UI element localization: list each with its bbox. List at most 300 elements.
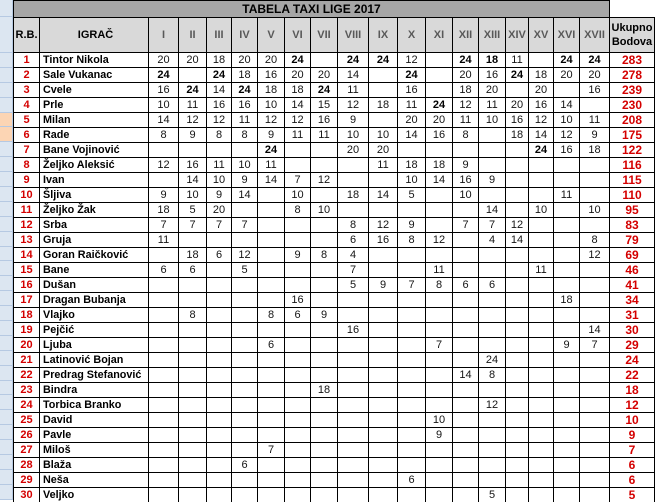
rank-cell[interactable]: 20 <box>14 338 40 353</box>
score-cell[interactable] <box>369 248 398 263</box>
score-cell[interactable]: 16 <box>311 113 338 128</box>
score-cell[interactable] <box>232 143 258 158</box>
score-cell[interactable]: 10 <box>258 98 285 113</box>
score-cell[interactable] <box>285 263 311 278</box>
player-name-cell[interactable]: Torbica Branko <box>40 398 149 413</box>
score-cell[interactable]: 12 <box>311 173 338 188</box>
score-cell[interactable] <box>398 353 426 368</box>
total-cell[interactable]: 41 <box>610 278 655 293</box>
score-cell[interactable] <box>311 293 338 308</box>
score-cell[interactable] <box>369 83 398 98</box>
total-cell[interactable]: 83 <box>610 218 655 233</box>
score-cell[interactable]: 9 <box>369 278 398 293</box>
score-cell[interactable] <box>554 248 580 263</box>
score-cell[interactable]: 7 <box>149 218 179 233</box>
score-cell[interactable] <box>232 233 258 248</box>
score-cell[interactable] <box>506 368 529 383</box>
col-header-round-VII[interactable]: VII <box>311 18 338 53</box>
player-name-cell[interactable]: Miloš <box>40 443 149 458</box>
score-cell[interactable]: 10 <box>398 173 426 188</box>
score-cell[interactable] <box>426 488 453 502</box>
score-cell[interactable] <box>179 383 207 398</box>
score-cell[interactable] <box>554 278 580 293</box>
score-cell[interactable] <box>529 458 554 473</box>
player-name-cell[interactable]: Ivan <box>40 173 149 188</box>
score-cell[interactable]: 12 <box>285 113 311 128</box>
score-cell[interactable] <box>179 278 207 293</box>
rank-cell[interactable]: 30 <box>14 488 40 502</box>
score-cell[interactable]: 20 <box>311 68 338 83</box>
score-cell[interactable] <box>149 173 179 188</box>
score-cell[interactable] <box>529 428 554 443</box>
score-cell[interactable]: 12 <box>179 113 207 128</box>
score-cell[interactable] <box>285 473 311 488</box>
score-cell[interactable] <box>285 398 311 413</box>
score-cell[interactable]: 8 <box>338 218 369 233</box>
score-cell[interactable]: 9 <box>179 128 207 143</box>
score-cell[interactable] <box>232 338 258 353</box>
score-cell[interactable] <box>453 263 479 278</box>
score-cell[interactable]: 7 <box>207 218 232 233</box>
score-cell[interactable]: 24 <box>258 143 285 158</box>
score-cell[interactable]: 16 <box>506 113 529 128</box>
score-cell[interactable]: 24 <box>369 53 398 68</box>
score-cell[interactable] <box>369 368 398 383</box>
score-cell[interactable]: 8 <box>179 308 207 323</box>
score-cell[interactable] <box>529 278 554 293</box>
rank-cell[interactable]: 24 <box>14 398 40 413</box>
score-cell[interactable] <box>554 323 580 338</box>
score-cell[interactable]: 10 <box>554 113 580 128</box>
score-cell[interactable] <box>285 428 311 443</box>
score-cell[interactable] <box>554 368 580 383</box>
score-cell[interactable] <box>479 413 506 428</box>
score-cell[interactable] <box>554 233 580 248</box>
player-name-cell[interactable]: Milan <box>40 113 149 128</box>
score-cell[interactable] <box>554 443 580 458</box>
score-cell[interactable]: 24 <box>338 53 369 68</box>
score-cell[interactable]: 24 <box>207 68 232 83</box>
score-cell[interactable] <box>506 398 529 413</box>
score-cell[interactable] <box>453 338 479 353</box>
score-cell[interactable] <box>369 473 398 488</box>
score-cell[interactable]: 9 <box>398 218 426 233</box>
score-cell[interactable]: 6 <box>179 263 207 278</box>
score-cell[interactable]: 8 <box>311 248 338 263</box>
score-cell[interactable]: 9 <box>207 188 232 203</box>
score-cell[interactable] <box>232 413 258 428</box>
score-cell[interactable] <box>311 218 338 233</box>
score-cell[interactable]: 10 <box>311 203 338 218</box>
score-cell[interactable] <box>529 293 554 308</box>
score-cell[interactable]: 24 <box>149 68 179 83</box>
total-cell[interactable]: 22 <box>610 368 655 383</box>
score-cell[interactable]: 18 <box>179 248 207 263</box>
score-cell[interactable] <box>426 68 453 83</box>
score-cell[interactable] <box>207 488 232 502</box>
score-cell[interactable] <box>580 98 610 113</box>
score-cell[interactable] <box>285 353 311 368</box>
score-cell[interactable] <box>479 458 506 473</box>
col-header-rank[interactable]: R.B. <box>14 18 40 53</box>
score-cell[interactable]: 8 <box>149 128 179 143</box>
score-cell[interactable]: 14 <box>369 188 398 203</box>
score-cell[interactable] <box>149 488 179 502</box>
total-cell[interactable]: 30 <box>610 323 655 338</box>
score-cell[interactable]: 9 <box>338 113 369 128</box>
player-name-cell[interactable]: Goran Raičković <box>40 248 149 263</box>
col-header-round-VIII[interactable]: VIII <box>338 18 369 53</box>
score-cell[interactable]: 20 <box>529 83 554 98</box>
score-cell[interactable] <box>529 398 554 413</box>
score-cell[interactable] <box>398 383 426 398</box>
score-cell[interactable]: 10 <box>207 173 232 188</box>
score-cell[interactable] <box>258 458 285 473</box>
col-header-player[interactable]: IGRAČ <box>40 18 149 53</box>
score-cell[interactable] <box>453 308 479 323</box>
score-cell[interactable]: 5 <box>232 263 258 278</box>
total-cell[interactable]: 208 <box>610 113 655 128</box>
score-cell[interactable]: 11 <box>580 113 610 128</box>
col-header-round-V[interactable]: V <box>258 18 285 53</box>
score-cell[interactable] <box>580 443 610 458</box>
player-name-cell[interactable]: Tintor Nikola <box>40 53 149 68</box>
score-cell[interactable]: 8 <box>398 233 426 248</box>
rank-cell[interactable]: 28 <box>14 458 40 473</box>
score-cell[interactable]: 9 <box>580 128 610 143</box>
score-cell[interactable] <box>369 383 398 398</box>
score-cell[interactable] <box>179 458 207 473</box>
col-header-round-I[interactable]: I <box>149 18 179 53</box>
score-cell[interactable] <box>554 218 580 233</box>
score-cell[interactable] <box>554 428 580 443</box>
score-cell[interactable]: 16 <box>479 68 506 83</box>
score-cell[interactable]: 11 <box>179 98 207 113</box>
score-cell[interactable] <box>426 83 453 98</box>
score-cell[interactable] <box>338 413 369 428</box>
score-cell[interactable] <box>207 293 232 308</box>
score-cell[interactable] <box>258 428 285 443</box>
score-cell[interactable] <box>529 323 554 338</box>
score-cell[interactable] <box>149 278 179 293</box>
total-cell[interactable]: 12 <box>610 398 655 413</box>
score-cell[interactable] <box>506 293 529 308</box>
score-cell[interactable] <box>338 158 369 173</box>
total-cell[interactable]: 34 <box>610 293 655 308</box>
score-cell[interactable]: 6 <box>258 338 285 353</box>
score-cell[interactable]: 7 <box>580 338 610 353</box>
score-cell[interactable]: 20 <box>258 53 285 68</box>
score-cell[interactable] <box>453 353 479 368</box>
score-cell[interactable] <box>479 143 506 158</box>
score-cell[interactable] <box>179 488 207 502</box>
score-cell[interactable]: 16 <box>258 68 285 83</box>
score-cell[interactable]: 14 <box>398 128 426 143</box>
score-cell[interactable]: 18 <box>258 83 285 98</box>
score-cell[interactable] <box>149 353 179 368</box>
score-cell[interactable] <box>554 383 580 398</box>
score-cell[interactable]: 18 <box>580 143 610 158</box>
score-cell[interactable]: 12 <box>554 128 580 143</box>
col-header-round-X[interactable]: X <box>398 18 426 53</box>
score-cell[interactable] <box>554 83 580 98</box>
score-cell[interactable]: 12 <box>453 98 479 113</box>
score-cell[interactable] <box>479 308 506 323</box>
score-cell[interactable] <box>580 488 610 502</box>
score-cell[interactable] <box>506 458 529 473</box>
score-cell[interactable]: 11 <box>398 98 426 113</box>
score-cell[interactable] <box>149 248 179 263</box>
score-cell[interactable] <box>179 398 207 413</box>
score-cell[interactable]: 12 <box>529 113 554 128</box>
total-cell[interactable]: 278 <box>610 68 655 83</box>
score-cell[interactable]: 20 <box>369 143 398 158</box>
score-cell[interactable] <box>232 488 258 502</box>
score-cell[interactable] <box>369 293 398 308</box>
rank-cell[interactable]: 26 <box>14 428 40 443</box>
score-cell[interactable]: 7 <box>453 218 479 233</box>
score-cell[interactable]: 14 <box>506 233 529 248</box>
rank-cell[interactable]: 3 <box>14 83 40 98</box>
score-cell[interactable] <box>338 203 369 218</box>
score-cell[interactable]: 20 <box>285 68 311 83</box>
player-name-cell[interactable]: Bane <box>40 263 149 278</box>
score-cell[interactable]: 11 <box>529 263 554 278</box>
score-cell[interactable] <box>426 218 453 233</box>
score-cell[interactable] <box>580 173 610 188</box>
score-cell[interactable]: 18 <box>149 203 179 218</box>
score-cell[interactable]: 8 <box>426 278 453 293</box>
player-name-cell[interactable]: Veljko <box>40 488 149 502</box>
score-cell[interactable] <box>529 248 554 263</box>
score-cell[interactable] <box>258 368 285 383</box>
score-cell[interactable]: 7 <box>338 263 369 278</box>
score-cell[interactable] <box>285 458 311 473</box>
score-cell[interactable]: 12 <box>258 113 285 128</box>
score-cell[interactable] <box>453 383 479 398</box>
score-cell[interactable] <box>207 353 232 368</box>
rank-cell[interactable]: 25 <box>14 413 40 428</box>
score-cell[interactable] <box>369 428 398 443</box>
total-cell[interactable]: 31 <box>610 308 655 323</box>
score-cell[interactable] <box>506 248 529 263</box>
score-cell[interactable] <box>207 443 232 458</box>
score-cell[interactable] <box>149 308 179 323</box>
score-cell[interactable]: 20 <box>398 113 426 128</box>
score-cell[interactable] <box>426 383 453 398</box>
rank-cell[interactable]: 21 <box>14 353 40 368</box>
score-cell[interactable]: 20 <box>580 68 610 83</box>
score-cell[interactable]: 7 <box>285 173 311 188</box>
rank-cell[interactable]: 15 <box>14 263 40 278</box>
score-cell[interactable] <box>338 473 369 488</box>
score-cell[interactable] <box>258 233 285 248</box>
score-cell[interactable]: 24 <box>285 53 311 68</box>
score-cell[interactable]: 18 <box>453 83 479 98</box>
score-cell[interactable]: 14 <box>554 98 580 113</box>
score-cell[interactable]: 11 <box>207 158 232 173</box>
score-cell[interactable] <box>338 353 369 368</box>
score-cell[interactable] <box>479 323 506 338</box>
score-cell[interactable]: 16 <box>426 128 453 143</box>
score-cell[interactable] <box>285 323 311 338</box>
score-cell[interactable]: 24 <box>453 53 479 68</box>
score-cell[interactable] <box>338 308 369 323</box>
score-cell[interactable] <box>207 398 232 413</box>
score-cell[interactable] <box>232 293 258 308</box>
score-cell[interactable] <box>207 278 232 293</box>
score-cell[interactable] <box>529 188 554 203</box>
score-cell[interactable] <box>506 353 529 368</box>
score-cell[interactable]: 24 <box>179 83 207 98</box>
score-cell[interactable] <box>453 323 479 338</box>
score-cell[interactable] <box>398 338 426 353</box>
rank-cell[interactable]: 9 <box>14 173 40 188</box>
score-cell[interactable]: 9 <box>285 248 311 263</box>
score-cell[interactable]: 8 <box>232 128 258 143</box>
score-cell[interactable]: 16 <box>179 158 207 173</box>
total-cell[interactable]: 7 <box>610 443 655 458</box>
score-cell[interactable]: 9 <box>426 428 453 443</box>
score-cell[interactable] <box>529 413 554 428</box>
score-cell[interactable]: 14 <box>232 188 258 203</box>
score-cell[interactable] <box>207 308 232 323</box>
score-cell[interactable] <box>311 233 338 248</box>
score-cell[interactable] <box>426 308 453 323</box>
score-cell[interactable] <box>258 278 285 293</box>
score-cell[interactable] <box>554 308 580 323</box>
score-cell[interactable] <box>506 158 529 173</box>
score-cell[interactable] <box>149 143 179 158</box>
score-cell[interactable]: 9 <box>554 338 580 353</box>
col-header-round-XI[interactable]: XI <box>426 18 453 53</box>
score-cell[interactable] <box>529 338 554 353</box>
score-cell[interactable] <box>338 458 369 473</box>
score-cell[interactable] <box>426 473 453 488</box>
score-cell[interactable] <box>149 398 179 413</box>
score-cell[interactable] <box>285 143 311 158</box>
score-cell[interactable] <box>311 488 338 502</box>
score-cell[interactable]: 16 <box>554 143 580 158</box>
score-cell[interactable] <box>258 353 285 368</box>
score-cell[interactable]: 18 <box>506 128 529 143</box>
score-cell[interactable]: 14 <box>338 68 369 83</box>
score-cell[interactable] <box>554 398 580 413</box>
score-cell[interactable]: 10 <box>580 203 610 218</box>
score-cell[interactable]: 9 <box>258 128 285 143</box>
score-cell[interactable]: 20 <box>338 143 369 158</box>
total-cell[interactable]: 283 <box>610 53 655 68</box>
score-cell[interactable]: 18 <box>207 53 232 68</box>
score-cell[interactable]: 16 <box>207 98 232 113</box>
score-cell[interactable] <box>179 443 207 458</box>
player-name-cell[interactable]: Pavle <box>40 428 149 443</box>
player-name-cell[interactable]: Željko Žak <box>40 203 149 218</box>
score-cell[interactable] <box>232 443 258 458</box>
score-cell[interactable] <box>258 188 285 203</box>
score-cell[interactable] <box>580 158 610 173</box>
score-cell[interactable] <box>580 353 610 368</box>
score-cell[interactable] <box>554 458 580 473</box>
score-cell[interactable] <box>554 413 580 428</box>
score-cell[interactable]: 16 <box>369 233 398 248</box>
score-cell[interactable] <box>258 413 285 428</box>
score-cell[interactable] <box>554 488 580 502</box>
rank-cell[interactable]: 27 <box>14 443 40 458</box>
total-cell[interactable]: 46 <box>610 263 655 278</box>
score-cell[interactable] <box>311 473 338 488</box>
score-cell[interactable]: 24 <box>529 143 554 158</box>
score-cell[interactable] <box>207 368 232 383</box>
score-cell[interactable] <box>338 488 369 502</box>
score-cell[interactable] <box>479 158 506 173</box>
score-cell[interactable] <box>453 203 479 218</box>
score-cell[interactable] <box>506 143 529 158</box>
score-cell[interactable] <box>369 338 398 353</box>
score-cell[interactable]: 11 <box>426 263 453 278</box>
total-cell[interactable]: 5 <box>610 488 655 502</box>
score-cell[interactable] <box>580 278 610 293</box>
score-cell[interactable] <box>479 128 506 143</box>
score-cell[interactable]: 11 <box>149 233 179 248</box>
score-cell[interactable]: 16 <box>232 98 258 113</box>
score-cell[interactable] <box>232 308 258 323</box>
player-name-cell[interactable]: Pejčić <box>40 323 149 338</box>
score-cell[interactable] <box>426 368 453 383</box>
score-cell[interactable] <box>506 323 529 338</box>
score-cell[interactable]: 16 <box>285 293 311 308</box>
score-cell[interactable] <box>207 323 232 338</box>
score-cell[interactable] <box>506 173 529 188</box>
rank-cell[interactable]: 13 <box>14 233 40 248</box>
score-cell[interactable]: 10 <box>369 128 398 143</box>
score-cell[interactable] <box>426 458 453 473</box>
col-header-round-VI[interactable]: VI <box>285 18 311 53</box>
score-cell[interactable] <box>398 413 426 428</box>
score-cell[interactable]: 11 <box>311 128 338 143</box>
score-cell[interactable] <box>369 308 398 323</box>
score-cell[interactable] <box>479 248 506 263</box>
score-cell[interactable] <box>426 53 453 68</box>
score-cell[interactable]: 11 <box>285 128 311 143</box>
total-cell[interactable]: 230 <box>610 98 655 113</box>
col-header-round-XVII[interactable]: XVII <box>580 18 610 53</box>
score-cell[interactable] <box>398 428 426 443</box>
rank-cell[interactable]: 11 <box>14 203 40 218</box>
score-cell[interactable]: 7 <box>426 338 453 353</box>
total-cell[interactable]: 79 <box>610 233 655 248</box>
score-cell[interactable] <box>338 443 369 458</box>
score-cell[interactable]: 20 <box>479 83 506 98</box>
score-cell[interactable]: 18 <box>426 158 453 173</box>
player-name-cell[interactable]: Latinović Bojan <box>40 353 149 368</box>
score-cell[interactable] <box>285 338 311 353</box>
score-cell[interactable]: 12 <box>369 218 398 233</box>
score-cell[interactable] <box>285 443 311 458</box>
score-cell[interactable]: 12 <box>506 218 529 233</box>
score-cell[interactable] <box>506 488 529 502</box>
player-name-cell[interactable]: Željko Aleksić <box>40 158 149 173</box>
table-title[interactable]: TABELA TAXI LIGE 2017 <box>14 1 610 18</box>
score-cell[interactable] <box>369 113 398 128</box>
score-cell[interactable] <box>207 263 232 278</box>
score-cell[interactable]: 24 <box>554 53 580 68</box>
score-cell[interactable] <box>506 278 529 293</box>
score-cell[interactable] <box>453 428 479 443</box>
score-cell[interactable]: 18 <box>311 383 338 398</box>
score-cell[interactable] <box>179 143 207 158</box>
score-cell[interactable]: 8 <box>580 233 610 248</box>
